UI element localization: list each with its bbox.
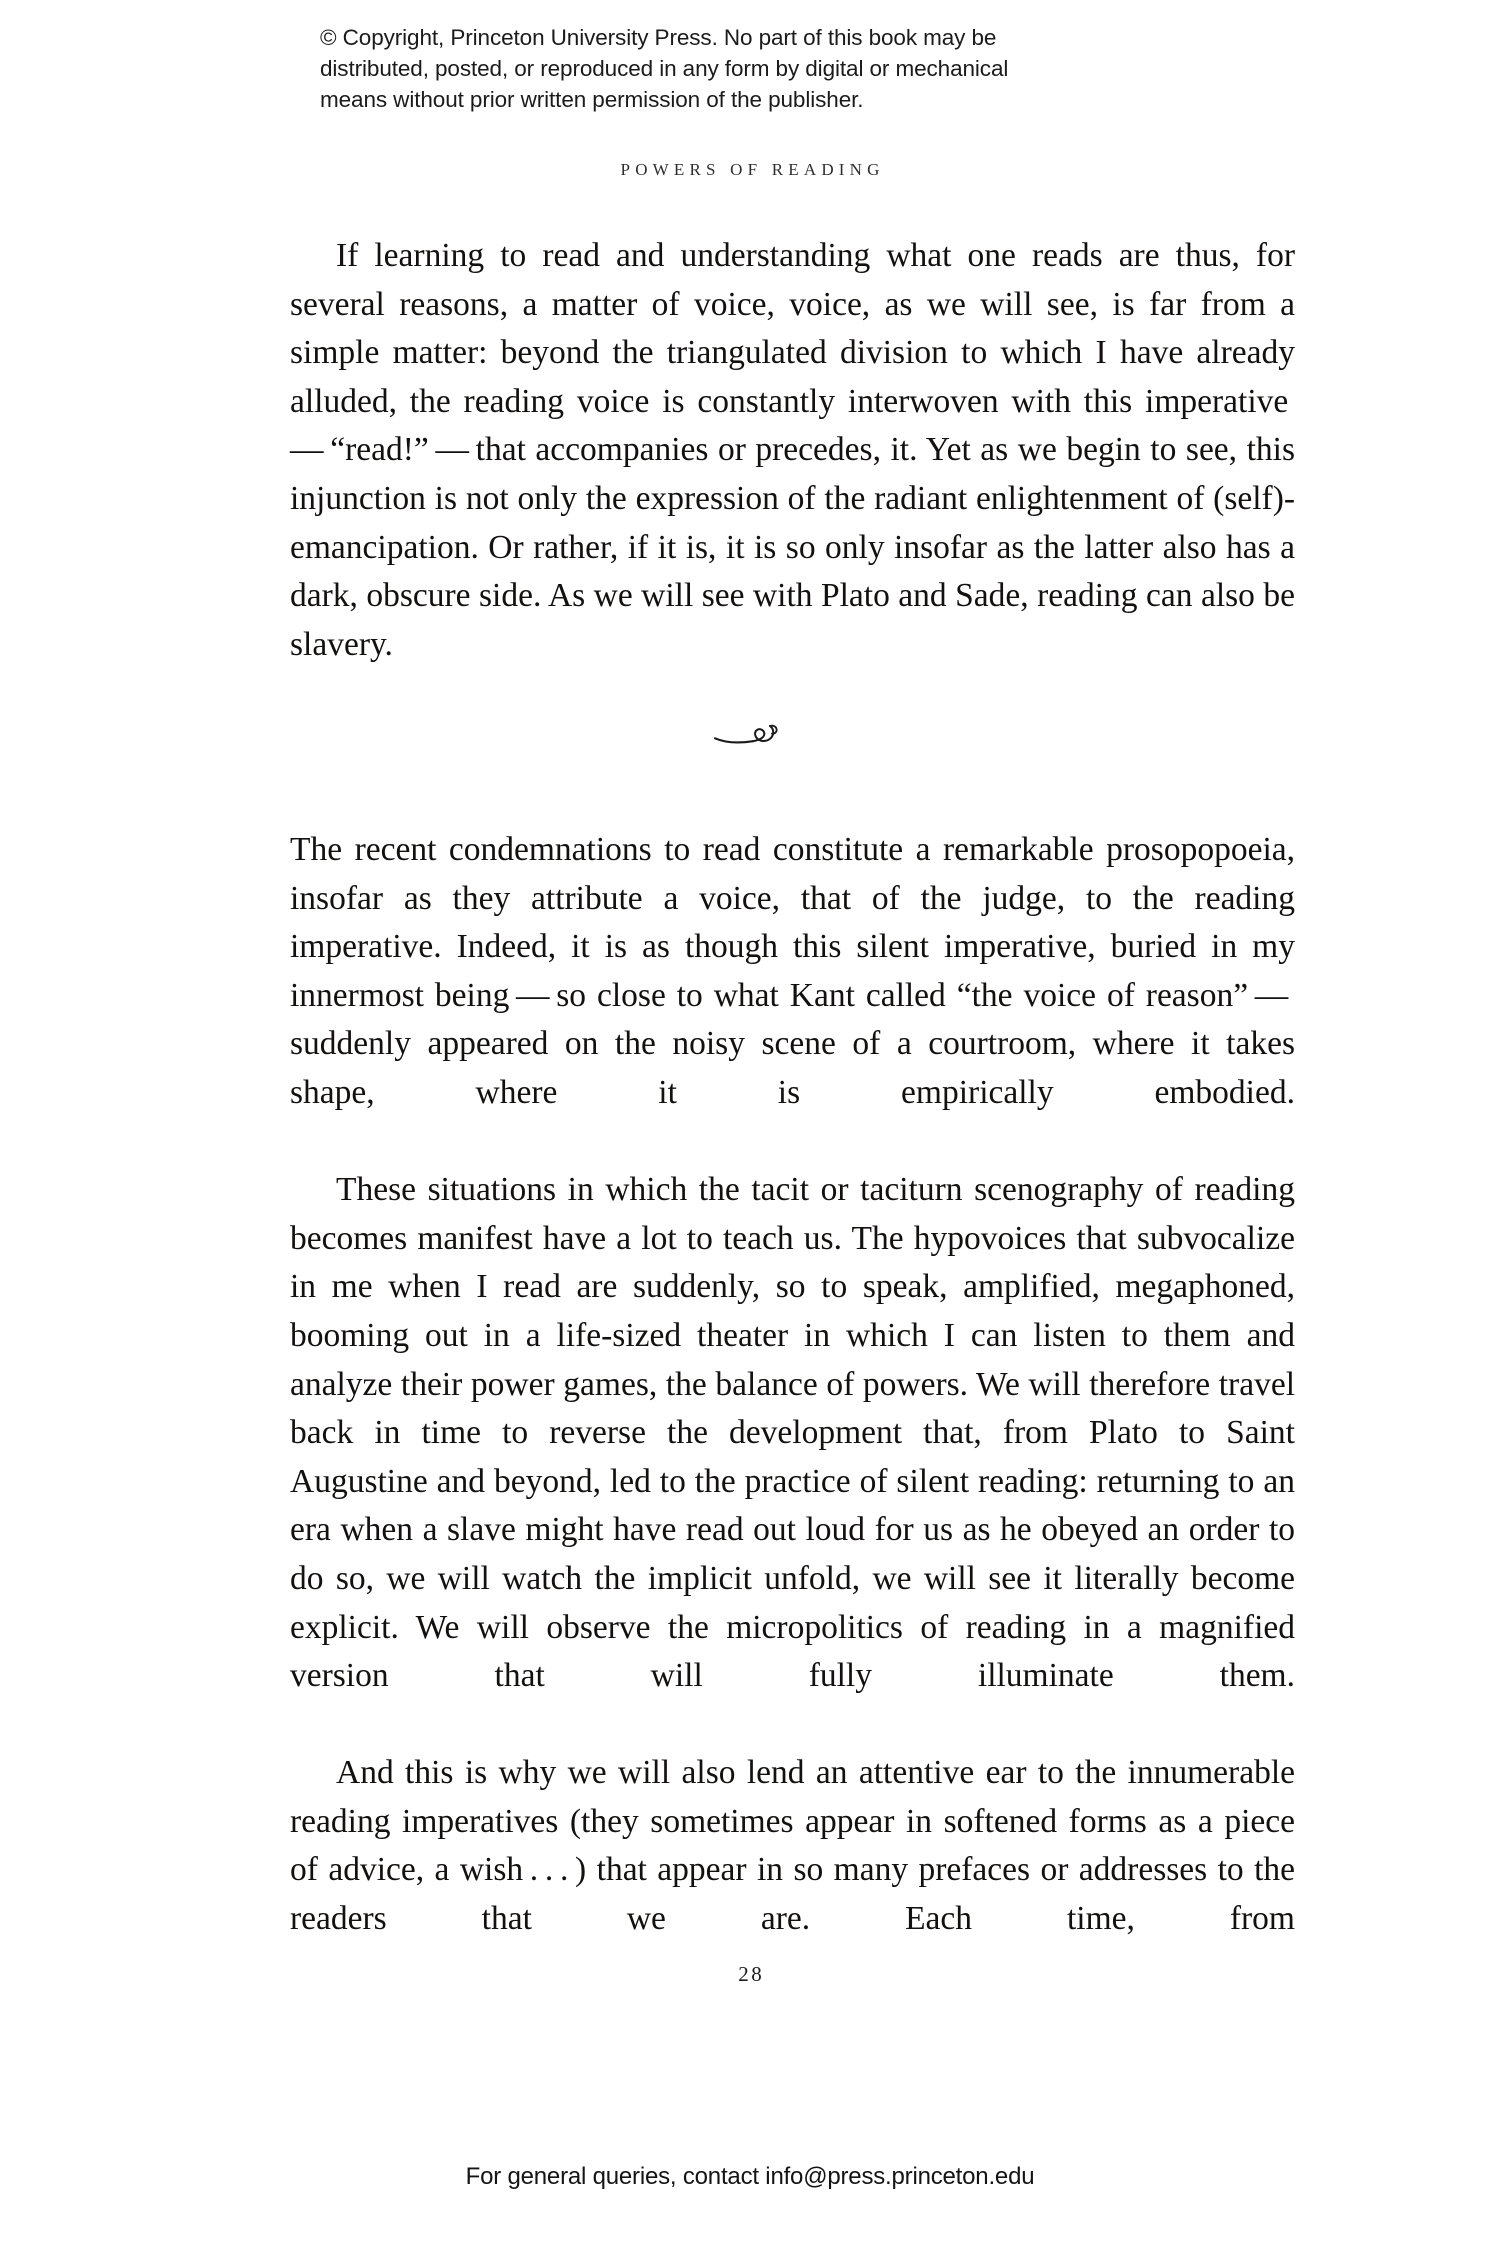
- body-text-lower: [290, 826, 1295, 1992]
- page-number: 28: [738, 1962, 765, 1986]
- footer-query-line: For general queries, contact info@press.princeton.edu: [465, 2163, 1035, 2190]
- body-text-upper: [290, 232, 1295, 718]
- paragraph-1: If learning to read and understanding what one reads are thus, for several reasons, a matter of voice, voice, as we will see, is far from a simple matter: beyond the triangulated division to which I have already alluded, the reading voice is constantly interwoven with this imperative — “read!” — that accompanies or precedes, it. Yet as we begin to see, this injunction is not only the expression of the radiant enlightenment of (self)-emancipation. Or rather, if it is, it is so only insofar as the latter also has a dark, obscure side. As we will see with Plato and Sade, reading can also be slavery.: [290, 237, 1295, 663]
- copyright-notice-line-2: distributed, posted, or reproduced in any form by digital or mechanical: [320, 56, 1009, 81]
- paragraph-4: And this is why we will also lend an attentive ear to the innumerable reading imperatives (they sometimes appear in softened forms as a piece of advice, a wish . . . ) that appear in so many prefaces or addresses to the readers that we are. Each time, from: [290, 1754, 1295, 1938]
- paragraph-3: These situations in which the tacit or taciturn scenography of reading becomes manifest have a lot to teach us. The hypovoices that subvocalize in me when I read are suddenly, so to speak, amplified, megaphoned, booming out in a life-sized theater in which I can listen to them and analyze their power games, the balance of powers. We will therefore travel back in time to reverse the development that, from Plato to Saint Augustine and beyond, led to the practice of silent reading: returning to an era when a slave might have read out loud for us as he obeyed an order to do so, we will watch the implicit unfold, we will see it literally become explicit. We will observe the micropolitics of reading in a magnified version that will fully illuminate them.: [290, 1171, 1295, 1695]
- swash-flourish-icon: [713, 718, 787, 752]
- running-head: POWERS OF READING: [620, 160, 885, 179]
- copyright-notice-line-1: © Copyright, Princeton University Press. No part of this book may be: [320, 25, 997, 50]
- paragraph-2: The recent condemnations to read constitute a remarkable prosopopoeia, insofar as they attribute a voice, that of the judge, to the reading imperative. Indeed, it is as though this silent imperative, buried in my innermost being — so close to what Kant called “the voice of reason” — suddenly appeared on the noisy scene of a courtroom, where it takes shape, where it is empirically embodied.: [290, 831, 1295, 1111]
- copyright-notice-line-3: means without prior written permission of the publisher.: [320, 87, 864, 112]
- copyright-notice: [320, 22, 1170, 115]
- section-break-ornament: [0, 700, 1500, 770]
